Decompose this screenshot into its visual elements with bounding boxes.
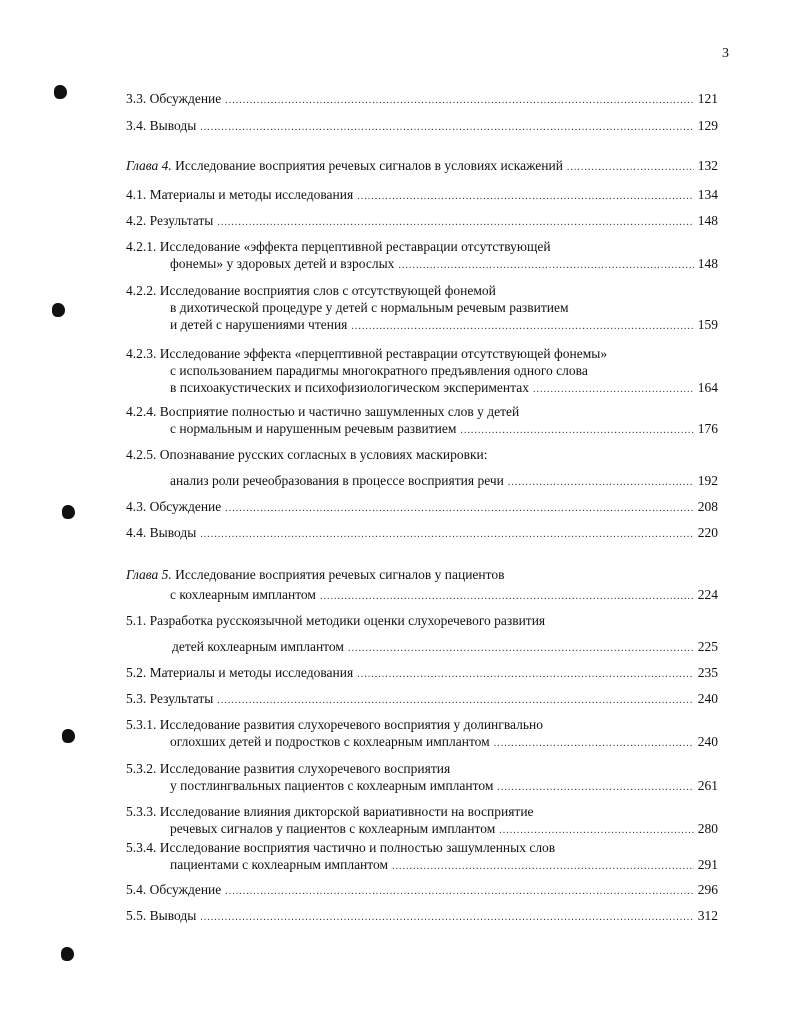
toc-line bbox=[126, 212, 718, 231]
toc-line bbox=[126, 362, 718, 379]
leader-dots bbox=[225, 883, 693, 900]
toc-line bbox=[126, 117, 718, 136]
leader-dots bbox=[357, 666, 694, 683]
toc-entry bbox=[126, 238, 718, 274]
toc-entry-title: 3.4. Выводы bbox=[126, 118, 197, 133]
toc-entry bbox=[126, 90, 718, 109]
toc-entry bbox=[126, 839, 718, 875]
toc-entry bbox=[126, 212, 718, 231]
leader-dots bbox=[567, 159, 694, 176]
leader-dots bbox=[499, 822, 693, 839]
chapter-label: Глава 4. bbox=[126, 158, 172, 173]
leader-dots bbox=[398, 257, 693, 274]
toc-line bbox=[126, 90, 718, 109]
toc-line bbox=[126, 186, 718, 205]
toc-line bbox=[126, 760, 718, 777]
toc-entry-title: 5.2. Материалы и методы исследования bbox=[126, 665, 354, 680]
toc-entry-title: фонемы» у здоровых детей и взрослых bbox=[170, 256, 395, 271]
toc-entry-title: 5.3.2. Исследование развития слухоречевого восприятия bbox=[126, 761, 451, 776]
toc-entry bbox=[126, 157, 718, 176]
toc-entry-title: 4.4. Выводы bbox=[126, 525, 197, 540]
toc-line bbox=[126, 664, 718, 683]
leader-dots bbox=[351, 318, 693, 335]
toc-entry-title: 5.5. Выводы bbox=[126, 908, 197, 923]
scan-mark bbox=[54, 85, 67, 99]
scan-mark bbox=[52, 303, 65, 317]
toc-entry-title: в психоакустических и психофизиологическом экспериментах bbox=[170, 380, 529, 395]
toc-page-number: 240 bbox=[697, 691, 718, 706]
leader-dots bbox=[460, 422, 693, 439]
leader-dots bbox=[392, 858, 694, 875]
toc-entry-title: 4.2.2. Исследование восприятия слов с отсутствующей фонемой bbox=[126, 283, 496, 298]
toc-line bbox=[126, 612, 718, 629]
toc-entry bbox=[126, 760, 718, 796]
toc-line bbox=[126, 820, 718, 839]
toc-entry-title: 5.3.3. Исследование влияния дикторской вариативности на восприятие bbox=[126, 804, 534, 819]
toc-entry-title: 5.1. Разработка русскоязычной методики оценки слухоречевого развития bbox=[126, 613, 546, 628]
toc-line bbox=[126, 856, 718, 875]
toc-page-number: 132 bbox=[697, 158, 718, 173]
toc-line bbox=[126, 566, 718, 583]
leader-dots bbox=[320, 588, 694, 605]
toc-line bbox=[126, 586, 718, 605]
toc-entry-title: и детей с нарушениями чтения bbox=[170, 317, 348, 332]
toc-page-number: 235 bbox=[697, 665, 718, 680]
leader-dots bbox=[494, 735, 694, 752]
toc-entry bbox=[126, 907, 718, 926]
toc-line bbox=[126, 803, 718, 820]
leader-dots bbox=[497, 779, 693, 796]
toc-entry bbox=[126, 186, 718, 205]
toc-entry-title: 5.3.4. Исследование восприятия частично и полностью зашумленных слов bbox=[126, 840, 556, 855]
toc-entry bbox=[126, 881, 718, 900]
leader-dots bbox=[217, 214, 693, 231]
toc-entry-title: оглохших детей и подростков с кохлеарным имплантом bbox=[170, 734, 490, 749]
toc-line bbox=[126, 299, 718, 316]
toc-page-number: 261 bbox=[697, 778, 718, 793]
toc-page-number: 192 bbox=[697, 473, 718, 488]
toc-entry bbox=[126, 690, 718, 709]
toc-line bbox=[126, 157, 718, 176]
toc-line bbox=[126, 716, 718, 733]
leader-dots bbox=[508, 474, 694, 491]
leader-dots bbox=[357, 188, 694, 205]
toc-entry-title: 4.3. Обсуждение bbox=[126, 499, 222, 514]
toc-line bbox=[126, 881, 718, 900]
toc-entry bbox=[126, 403, 718, 439]
toc-line bbox=[126, 839, 718, 856]
toc-line bbox=[126, 777, 718, 796]
toc-entry bbox=[126, 498, 718, 517]
scan-mark bbox=[62, 729, 75, 743]
toc-line bbox=[126, 907, 718, 926]
toc-entry bbox=[126, 716, 718, 752]
leader-dots bbox=[533, 381, 694, 398]
toc-entry-title: 4.2.4. Восприятие полностью и частично зашумленных слов у детей bbox=[126, 404, 520, 419]
toc-page-number: 208 bbox=[697, 499, 718, 514]
toc-entry bbox=[126, 524, 718, 543]
toc-page-number: 176 bbox=[697, 421, 718, 436]
toc-entry bbox=[126, 446, 718, 463]
toc-line bbox=[126, 420, 718, 439]
toc-page-number: 159 bbox=[697, 317, 718, 332]
toc-entry-title: Исследование восприятия речевых сигналов в условиях искажений bbox=[175, 158, 563, 173]
toc-page-number: 148 bbox=[697, 256, 718, 271]
toc-line bbox=[126, 238, 718, 255]
toc-entry-title: 5.3.1. Исследование развития слухоречевого восприятия у долингвально bbox=[126, 717, 543, 732]
toc-entry-title: с использованием парадигмы многократного предъявления одного слова bbox=[170, 363, 588, 378]
toc-line bbox=[126, 316, 718, 335]
toc-entry-title: 4.2.1. Исследование «эффекта перцептивной реставрации отсутствующей bbox=[126, 239, 551, 254]
toc-line bbox=[126, 524, 718, 543]
page-number: 3 bbox=[722, 46, 729, 61]
toc-entry-title: с кохлеарным имплантом bbox=[170, 587, 316, 602]
toc-entry bbox=[126, 586, 718, 605]
toc-entry-title: 3.3. Обсуждение bbox=[126, 91, 222, 106]
toc-page-number: 225 bbox=[697, 639, 718, 654]
toc-line bbox=[126, 379, 718, 398]
toc-entry bbox=[126, 117, 718, 136]
toc-entry-title: речевых сигналов у пациентов с кохлеарным имплантом bbox=[170, 821, 496, 836]
toc-entry bbox=[126, 472, 718, 491]
toc-entry bbox=[126, 566, 718, 583]
toc-page-number: 164 bbox=[697, 380, 718, 395]
toc-line bbox=[126, 690, 718, 709]
toc-entry-title: Исследование восприятия речевых сигналов у пациентов bbox=[175, 567, 505, 582]
toc-entry bbox=[126, 345, 718, 398]
leader-dots bbox=[225, 92, 693, 109]
toc-line bbox=[126, 446, 718, 463]
chapter-label: Глава 5. bbox=[126, 567, 172, 582]
toc-page-number: 121 bbox=[697, 91, 718, 106]
toc-line bbox=[126, 472, 718, 491]
toc-entry-title: детей кохлеарным имплантом bbox=[172, 639, 344, 654]
toc-entry-title: 4.1. Материалы и методы исследования bbox=[126, 187, 354, 202]
toc-page-number: 280 bbox=[697, 821, 718, 836]
toc-line bbox=[126, 498, 718, 517]
toc-entry-title: 4.2.5. Опознавание русских согласных в условиях маскировки: bbox=[126, 447, 488, 462]
toc-page-number: 291 bbox=[697, 857, 718, 872]
toc-entry-title: в дихотической процедуре у детей с нормальным речевым развитием bbox=[170, 300, 569, 315]
toc-entry bbox=[126, 638, 718, 657]
toc-page-number: 148 bbox=[697, 213, 718, 228]
scan-mark bbox=[62, 505, 75, 519]
leader-dots bbox=[200, 526, 693, 543]
leader-dots bbox=[200, 119, 693, 136]
toc-page-number: 296 bbox=[697, 882, 718, 897]
toc-line bbox=[126, 255, 718, 274]
leader-dots bbox=[200, 909, 693, 926]
toc-page-number: 240 bbox=[697, 734, 718, 749]
toc-line bbox=[126, 345, 718, 362]
toc-entry-title: у постлингвальных пациентов с кохлеарным имплантом bbox=[170, 778, 494, 793]
toc-page-number: 134 bbox=[697, 187, 718, 202]
leader-dots bbox=[217, 692, 693, 709]
toc-page-number: 129 bbox=[697, 118, 718, 133]
toc-entry-title: пациентами с кохлеарным имплантом bbox=[170, 857, 389, 872]
leader-dots bbox=[225, 500, 693, 517]
toc-line bbox=[126, 282, 718, 299]
toc-entry-title: 4.2. Результаты bbox=[126, 213, 214, 228]
toc-page-number: 312 bbox=[697, 908, 718, 923]
toc-entry-title: 5.4. Обсуждение bbox=[126, 882, 222, 897]
toc-entry bbox=[126, 282, 718, 335]
toc-entry bbox=[126, 803, 718, 839]
toc-page-number: 220 bbox=[697, 525, 718, 540]
toc-entry-title: с нормальным и нарушенным речевым развитием bbox=[170, 421, 457, 436]
toc-entry bbox=[126, 612, 718, 629]
toc-entry-title: 5.3. Результаты bbox=[126, 691, 214, 706]
toc-line bbox=[126, 733, 718, 752]
leader-dots bbox=[348, 640, 694, 657]
toc-entry bbox=[126, 664, 718, 683]
toc-line bbox=[126, 403, 718, 420]
toc-entry-title: 4.2.3. Исследование эффекта «перцептивной реставрации отсутствующей фонемы» bbox=[126, 346, 608, 361]
toc-line bbox=[126, 638, 718, 657]
toc-page-number: 224 bbox=[697, 587, 718, 602]
scan-mark bbox=[61, 947, 74, 961]
toc-entry-title: анализ роли речеобразования в процессе восприятия речи bbox=[170, 473, 504, 488]
